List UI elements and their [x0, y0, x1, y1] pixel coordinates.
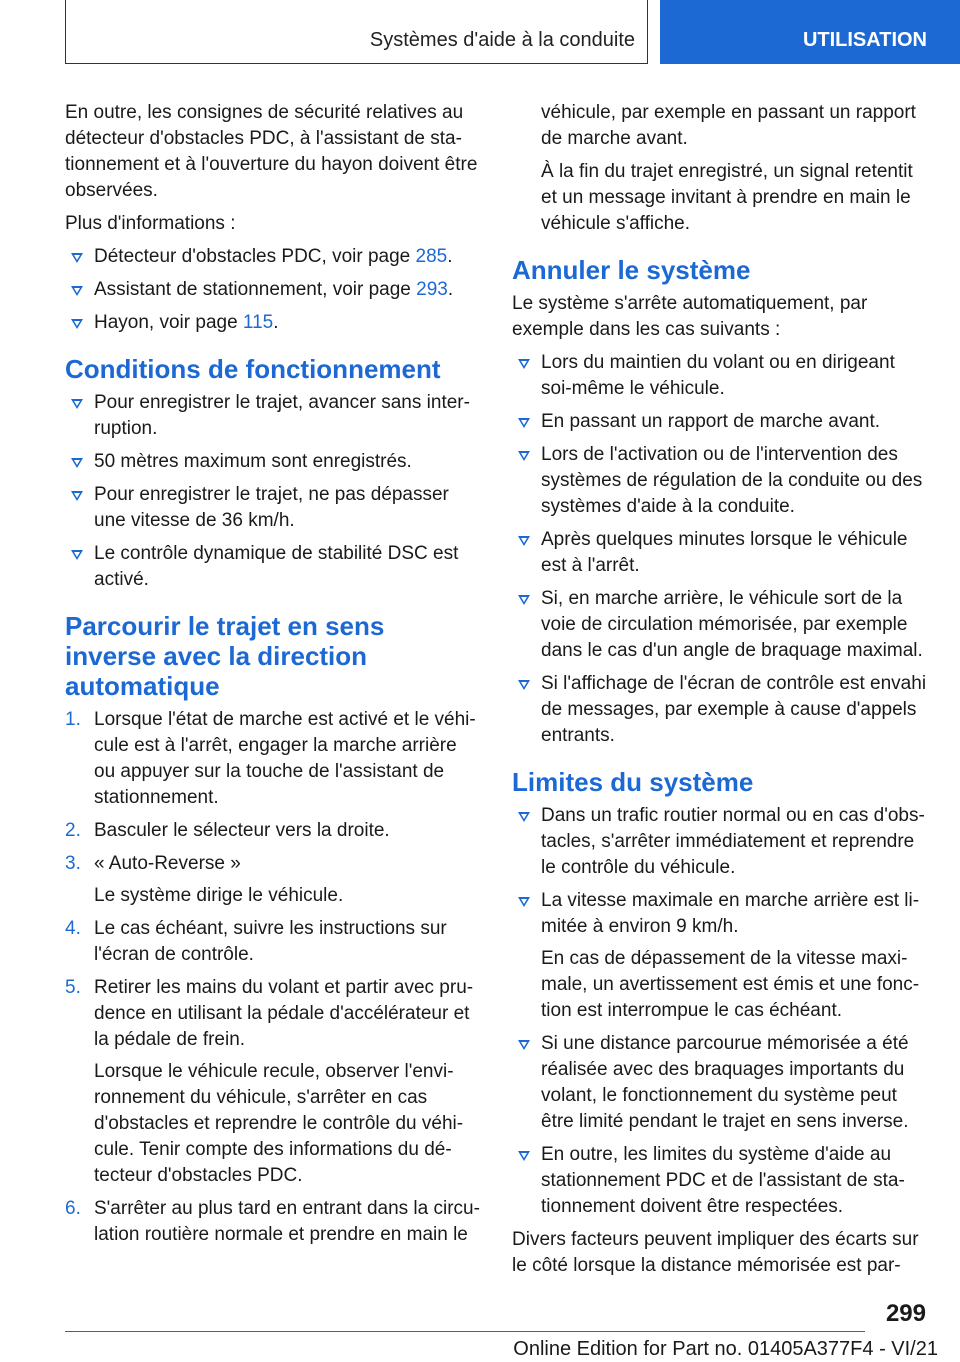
header-section-box	[65, 0, 648, 64]
conditions-heading: Conditions de fonctionnement	[65, 354, 441, 384]
triangle-bullet-icon	[71, 550, 83, 560]
triangle-bullet-icon	[71, 319, 83, 329]
list-item: 50 mètres maximum sont enregistrés.	[65, 449, 480, 475]
triangle-bullet-icon	[518, 897, 530, 907]
cancel-intro: Le système s'arrête automatiquement, par exemple dans les cas suivants :	[512, 293, 868, 340]
chapter-title: UTILISATION	[802, 29, 927, 51]
list-item: En outre, les limites du système d'aide au stationnement PDC et de l'assistant de stationnement doivent être respectées.	[512, 1142, 930, 1220]
cancel-list	[512, 350, 930, 749]
reference-item: Assistant de stationnement, voir page 293.	[65, 277, 480, 303]
edition-note: Online Edition for Part no. 01405A377F4 - VI/21	[513, 1338, 938, 1360]
page-link[interactable]: 285	[415, 246, 448, 267]
step-item: 6. S'arrêter au plus tard en entrant dans la circulation routière normale et prendre en main le	[65, 1198, 480, 1245]
page-number: 299	[885, 1300, 926, 1327]
left-column	[65, 100, 480, 1255]
reverse-heading: Parcourir le trajet en sens inverse avec la direction automatique	[65, 611, 385, 701]
step-number: 3.	[65, 853, 81, 874]
steps-list	[65, 707, 480, 1248]
list-item: Si une distance parcourue mémorisée a été réalisée avec des braquages importants du volant, le fonctionnement du système peut être limité pendant le trajet en sens inverse.	[512, 1031, 930, 1135]
triangle-bullet-icon	[518, 1151, 530, 1161]
list-item: Après quelques minutes lorsque le véhicule est à l'arrêt.	[512, 527, 930, 579]
triangle-bullet-icon	[71, 491, 83, 501]
list-item: Dans un trafic routier normal ou en cas d'obstacles, s'arrêter immédiatement et reprendre le contrôle du véhicule.	[512, 803, 930, 881]
step-item: 4. Le cas échéant, suivre les instructions sur l'écran de contrôle.	[65, 918, 447, 965]
list-item: Si, en marche arrière, le véhicule sort de la voie de circulation mémorisée, par exemple dans le cas d'un angle de braquage maximal.	[512, 586, 930, 664]
list-item: Le contrôle dynamique de stabilité DSC est activé.	[65, 541, 480, 593]
limits-list	[512, 803, 930, 1220]
list-item: Lors de l'activation ou de l'intervention des systèmes de régulation de la conduite ou des systèmes d'aide à la conduite.	[512, 442, 930, 520]
list-item: Pour enregistrer le trajet, ne pas dépasser une vitesse de 36 km/h.	[65, 482, 480, 534]
step-item: 1. Lorsque l'état de marche est activé et le véhicule est à l'arrêt, engager la marche arrière ou appuyer sur la touche de l'assistant de stationnement.	[65, 709, 476, 808]
step-continuation: véhicule, par exemple en passant un rapport de marche avant.	[541, 102, 916, 149]
more-info-label: Plus d'informations :	[65, 213, 236, 234]
list-item: Lors du maintien du volant ou en dirigeant soi-même le véhicule.	[512, 350, 930, 402]
step-number: 6.	[65, 1198, 81, 1219]
step-item: 5. Retirer les mains du volant et partir avec prudence en utilisant la pédale d'accélérateur et la pédale de frein. Lorsque le véhicule recule, observer l'environnement du véhicule, s'arrêter en cas d'obstacles et reprendre le contrôle du véhicule. Tenir compte des informations du détecteur d'obstacles PDC.	[65, 975, 480, 1189]
triangle-bullet-icon	[71, 399, 83, 409]
step-note: Lorsque le véhicule recule, observer l'environnement du véhicule, s'arrêter en cas d'obstacles et reprendre le contrôle du véhicule. Tenir compte des informations du détecteur d'obstacles PDC.	[94, 1061, 464, 1186]
step-continuation-note: À la fin du trajet enregistré, un signal retentit et un message invitant à prendre en main le véhicule s'affiche.	[541, 161, 913, 234]
section-title: Systèmes d'aide à la conduite	[369, 29, 635, 51]
outro-paragraph: Divers facteurs peuvent impliquer des écarts sur le côté lorsque la distance mémorisée est par-	[512, 1229, 919, 1276]
footer-divider	[65, 1331, 865, 1332]
list-item-note: En cas de dépassement de la vitesse maximale, un avertissement est émis et une fonction est interrompue le cas échéant.	[541, 948, 920, 1021]
intro-paragraph: En outre, les consignes de sécurité relatives au détecteur d'obstacles PDC, à l'assistant de stationnement et à l'ouverture du hayon doivent être observées.	[65, 102, 478, 201]
triangle-bullet-icon	[518, 359, 530, 369]
reference-list	[65, 244, 480, 336]
triangle-bullet-icon	[71, 458, 83, 468]
step-number: 1.	[65, 709, 81, 730]
triangle-bullet-icon	[518, 812, 530, 822]
triangle-bullet-icon	[71, 286, 83, 296]
triangle-bullet-icon	[71, 253, 83, 263]
step-item: 2. Basculer le sélecteur vers la droite.	[65, 818, 480, 844]
reference-item: Détecteur d'obstacles PDC, voir page 285.	[65, 244, 480, 270]
triangle-bullet-icon	[518, 451, 530, 461]
reference-item: Hayon, voir page 115.	[65, 310, 480, 336]
step-note: Le système dirige le véhicule.	[94, 885, 344, 906]
step-number: 4.	[65, 918, 81, 939]
triangle-bullet-icon	[518, 680, 530, 690]
limits-heading: Limites du système	[512, 767, 754, 797]
page-link[interactable]: 115	[242, 312, 274, 333]
page-link[interactable]: 293	[416, 279, 448, 300]
step-number: 2.	[65, 820, 81, 841]
step-item: 3. « Auto-Reverse » Le système dirige le véhicule.	[65, 851, 480, 909]
list-item: La vitesse maximale en marche arrière est limitée à environ 9 km/h. En cas de dépassement de la vitesse maximale, un avertissement est émis et une fonction est interrompue le cas échéant.	[512, 888, 930, 1024]
list-item: Pour enregistrer le trajet, avancer sans interruption.	[65, 390, 480, 442]
step-number: 5.	[65, 977, 81, 998]
triangle-bullet-icon	[518, 595, 530, 605]
triangle-bullet-icon	[518, 536, 530, 546]
triangle-bullet-icon	[518, 418, 530, 428]
right-column	[512, 100, 930, 1286]
header-chapter-box	[660, 0, 960, 64]
triangle-bullet-icon	[518, 1040, 530, 1050]
list-item: Si l'affichage de l'écran de contrôle est envahi de messages, par exemple à cause d'appels entrants.	[512, 671, 930, 749]
conditions-list	[65, 390, 480, 593]
list-item: En passant un rapport de marche avant.	[512, 409, 930, 435]
cancel-heading: Annuler le système	[512, 255, 751, 285]
